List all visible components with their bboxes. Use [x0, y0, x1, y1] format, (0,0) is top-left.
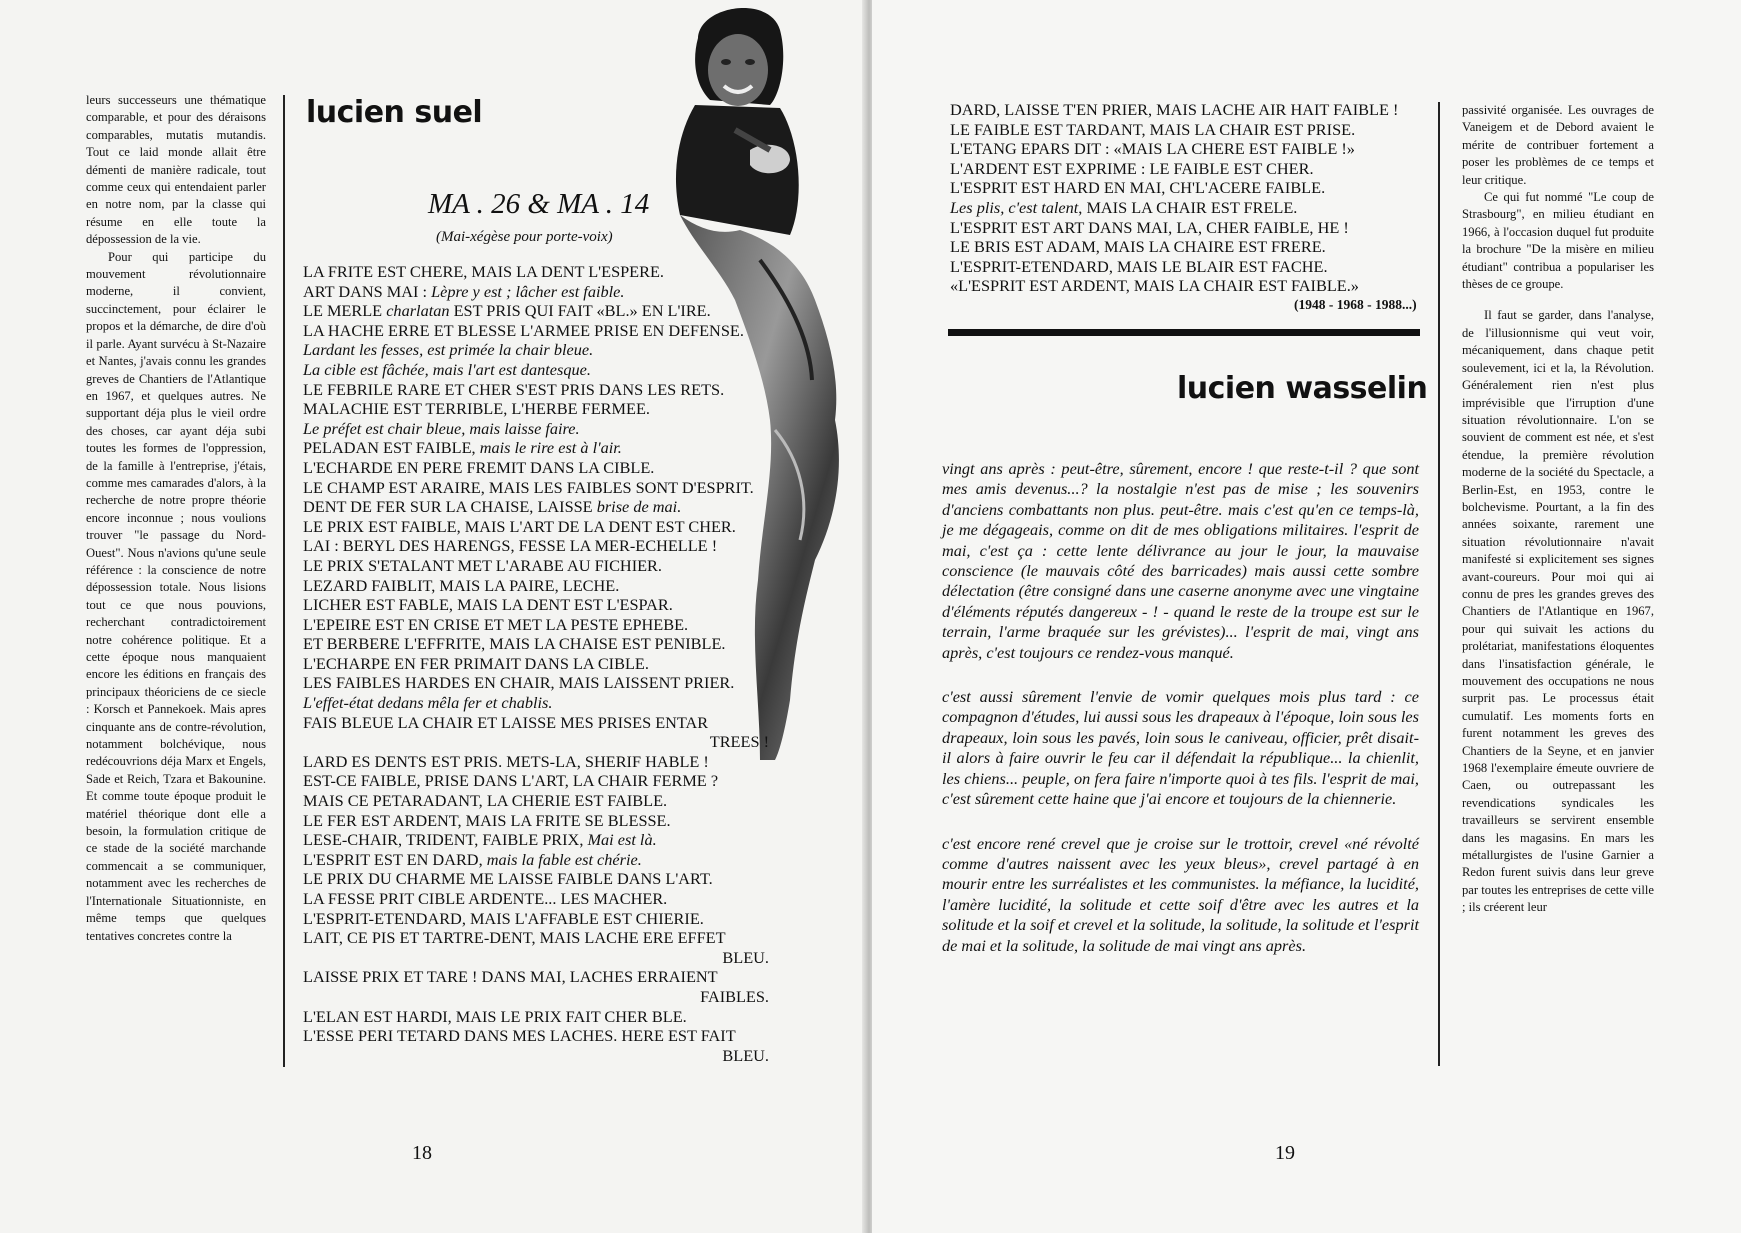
left-column-paragraph: Pour qui participe du mouvement révolutionnaire moderne, il convient, succinctement, pour éclairer le propos et la démarche, de dire d'où il parle. Ayant survécu à St-Nazaire et Nantes, j'avais connu les grandes greves de Chantiers de l'Atlantique en 1967, et quelques autres. Ne supportant déja plus le vieil ordre des choses, car ayant déja subi toutes les formes de l'oppression, de la famille à l'entreprise, j'étais, comme mes camarades d'alors, à la recherche de notre propre théorie encore inconnue ; nous voulions trouver "le passage du Nord-Ouest". Nous n'avions qu'une seule référence : la conscience de notre dépossession totale. Nous lisions tout ce que nous pouvions, recherchant contradictoirement notre cohérence politique. Et a cette époque nous manquaient encore les éditions en français des principaux théoriciens de ce siecle : Korsch et Pannekoek. Mais apres cinquante ans de contre-révolution, notamment bolchévique, nous redécouvrions déja Marx et Engels, Sade et Reich, Tzara et Bakounine. Et comme toute époque produit le matériel théorique dont elle a besoin, la formulation critique de ce stade de la société marchande commencait a se communiquer, notamment avec les recherches de l'Internationale Situationniste, en même temps que quelques tentatives concretes contre la: [86, 249, 266, 943]
author-name: lucien suel: [306, 95, 483, 130]
poem-line: DARD, LAISSE T'EN PRIER, MAIS LACHE AIR HAIT FAIBLE !: [950, 100, 1399, 119]
poem-line: L'ECHARDE EN PERE FREMIT DANS LA CIBLE.: [303, 457, 655, 477]
poem-line: L'ARDENT EST EXPRIME : LE FAIBLE EST CHER.: [950, 158, 1314, 178]
poem-line: ET BERBERE L'EFFRITE, MAIS LA CHAISE EST PENIBLE.: [303, 634, 726, 654]
poem-line: LE FER EST ARDENT, MAIS LA FRITE SE BLESSE.: [303, 810, 671, 830]
column-divider: [1438, 102, 1440, 1066]
poem-line: LAIT, CE PIS ET TARTRE-DENT, MAIS LACHE ERE EFFET: [303, 928, 726, 948]
poem-line: L'effet-état dedans mêla fer et chablis.: [303, 693, 553, 713]
prose-text: [942, 459, 1419, 980]
poem-line: L'ECHARPE EN FER PRIMAIT DANS LA CIBLE.: [303, 653, 649, 673]
poem-line: LE FEBRILE RARE ET CHER S'EST PRIS DANS LES RETS.: [303, 379, 725, 399]
poem-line: LE PRIX S'ETALANT MET L'ARABE AU FICHIER.: [303, 555, 662, 575]
section-divider-bar: [948, 329, 1420, 336]
prose-paragraph: c'est aussi sûrement l'envie de vomir quelques mois plus tard : ce compagnon d'études, lui aussi sous les drapeaux à l'époque, loin sous les drapeaux, loin sous les pavés, loin sous le caniveau, officier, prêt disait-il alors à faire ouvrir le feu car il défendait la république... la chienlit, les chiens... peuple, on fera faire n'importe quoi à tes fils. l'esprit de mai, c'est sûrement cette haine que j'ai encore et toujours de la chiennerie.: [942, 687, 1419, 809]
poem-closing: (1948 - 1968 - 1988...): [1294, 297, 1417, 312]
right-column-paragraph: Ce qui fut nommé "Le coup de Strasbourg", en milieu étudiant en 1966, à l'occasion duquel fut produite la brochure "De la misère en milieu étudiant" contribua a populariser les thèses de ce groupe.: [1462, 190, 1654, 292]
poem-line: BLEU.: [722, 947, 769, 967]
poem-line: LAISSE PRIX ET TARE ! DANS MAI, LACHES ERRAIENT: [303, 967, 718, 987]
poem-line: La cible est fâchée, mais l'art est dantesque.: [303, 359, 591, 379]
poem-line: L'ETANG EPARS DIT : «MAIS LA CHERE EST FAIBLE !»: [950, 139, 1355, 159]
poem-line: LE CHAMP EST ARAIRE, MAIS LES FAIBLES SONT D'ESPRIT.: [303, 477, 754, 497]
poem-line: LE FAIBLE EST TARDANT, MAIS LA CHAIR EST PRISE.: [950, 119, 1356, 139]
poem-line: LE PRIX EST FAIBLE, MAIS L'ART DE LA DENT EST CHER.: [303, 516, 736, 536]
poem-line: LICHER EST FABLE, MAIS LA DENT EST L'ESPAR.: [303, 595, 673, 615]
poem-line: LESE-CHAIR, TRIDENT, FAIBLE PRIX, Mai est là.: [303, 830, 657, 850]
poem-line: LARD ES DENTS EST PRIS. METS-LA, SHERIF HABLE !: [303, 751, 709, 771]
poem-line: EST-CE FAIBLE, PRISE DANS L'ART, LA CHAIR FERME ?: [303, 771, 719, 791]
poem-line: Le préfet est chair bleue, mais laisse faire.: [303, 418, 580, 438]
page-number: 19: [1275, 1142, 1295, 1164]
poem-line: L'ESPRIT-ETENDARD, MAIS L'AFFABLE EST CHIERIE.: [303, 908, 704, 928]
poem-line: FAIBLES.: [700, 986, 769, 1006]
poem-line: L'ESSE PERI TETARD DANS MES LACHES. HERE EST FAIT: [303, 1026, 736, 1046]
poem-subtitle: (Mai-xégèse pour porte-voix): [436, 229, 613, 245]
right-column-paragraph: passivité organisée. Les ouvrages de Vaneigem et de Debord avaient le mérite de contribuer fortement a poser les problèmes de ce temps et leur critique.: [1462, 103, 1654, 187]
poem-line: LA FESSE PRIT CIBLE ARDENTE... LES MACHER.: [303, 889, 668, 908]
left-column-text: [86, 92, 266, 945]
poem-line: Les plis, c'est talent, MAIS LA CHAIR EST FRELE.: [950, 197, 1298, 217]
poem-line: LE BRIS EST ADAM, MAIS LA CHAIRE EST FRERE.: [950, 237, 1326, 257]
prose-paragraph: vingt ans après : peut-être, sûrement, encore ! que reste-t-il ? que sont mes amis devenus...? la nostalgie n'est pas de mise ; les souvenirs d'anciens combattants non plus. peut-être. mais c'est qu'en ce temps-là, je me dégageais, comme on dit de mes obligations militaires. l'esprit de mai, c'est ça : cette lente délivrance au jour le jour, la mauvaise conscience (le mauvais côté des barricades) mais aussi cette sombre délectation (être consigné dans une caserne anonyme avec une vingtaine d'éléments réputés dangereux - ! - quand le reste de la troupe est sur le terrain, l'arme braquée sur les grévistes)... l'esprit de mai, vingt ans après, c'est toujours ce rendez-vous manqué.: [942, 459, 1419, 662]
poem-line: BLEU.: [722, 1045, 769, 1065]
poem-line: LAI : BERYL DES HARENGS, FESSE LA MER-ECHELLE !: [303, 536, 718, 556]
poem-line: LES FAIBLES HARDES EN CHAIR, MAIS LAISSENT PRIER.: [303, 673, 735, 693]
poem-line: LE MERLE charlatan EST PRIS QUI FAIT «BL.» EN L'IRE.: [303, 301, 711, 321]
poem-line: DENT DE FER SUR LA CHAISE, LAISSE brise de mai.: [303, 497, 682, 517]
poem-line: LEZARD FAIBLIT, MAIS LA PAIRE, LECHE.: [303, 575, 620, 595]
left-column-paragraph: leurs successeurs une thématique comparable, et pour des déraisons comparables, mutatis mutandis. Tout ce laid monde allait être démenti de manière radicale, tout comme ceux qui entendaient parler en notre nom, par la classe qui résume en elle toute la dépossession de la vie.: [86, 93, 266, 247]
poem-line: L'ESPRIT EST ART DANS MAI, LA, CHER FAIBLE, HE !: [950, 217, 1349, 237]
poem-line: TREES !: [709, 732, 769, 752]
poem-line: MAIS CE PETARADANT, LA CHERIE EST FAIBLE.: [303, 791, 668, 811]
poem-line: L'ELAN EST HARDI, MAIS LE PRIX FAIT CHER BLE.: [303, 1006, 687, 1026]
poem-line: MALACHIE EST TERRIBLE, L'HERBE FERMEE.: [303, 399, 650, 419]
poem-continuation: [950, 100, 1420, 296]
poem-line: LE PRIX DU CHARME ME LAISSE FAIBLE DANS L'ART.: [303, 869, 713, 889]
poem-line: FAIS BLEUE LA CHAIR ET LAISSE MES PRISES ENTAR: [303, 712, 709, 732]
poem-line: LA FRITE EST CHERE, MAIS LA DENT L'ESPERE.: [303, 262, 664, 281]
poem-line: «L'ESPRIT EST ARDENT, MAIS LA CHAIR EST FAIBLE.»: [950, 276, 1359, 296]
author-name: lucien wasselin: [1177, 371, 1428, 406]
poem-line: LA HACHE ERRE ET BLESSE L'ARMEE PRISE EN DEFENSE.: [303, 320, 744, 340]
page-number: 18: [412, 1142, 432, 1164]
poem-line: L'ESPRIT EST EN DARD, mais la fable est chérie.: [303, 849, 642, 869]
poem-line: L'ESPRIT EST HARD EN MAI, CH'L'ACERE FAIBLE.: [950, 178, 1326, 198]
poem-title: MA . 26 & MA . 14: [428, 188, 650, 220]
page-right: [872, 0, 1741, 1233]
poem-line: Lardant les fesses, est primée la chair bleue.: [303, 340, 594, 360]
poem-line: L'EPEIRE EST EN CRISE ET MET LA PESTE EPHEBE.: [303, 614, 689, 634]
page-left: [0, 0, 868, 1233]
poem-line: ART DANS MAI : Lèpre y est ; lâcher est faible.: [303, 281, 625, 301]
poem-text: [303, 262, 773, 1065]
poem-line: PELADAN EST FAIBLE, mais le rire est à l'air.: [303, 438, 622, 458]
poem-line: L'ESPRIT-ETENDARD, MAIS LE BLAIR EST FACHE.: [950, 256, 1328, 276]
right-column-text: [1462, 102, 1654, 917]
right-column-paragraph: Il faut se garder, dans l'analyse, de l'illusionnisme qui veut voir, mécaniquement, dans chaque petit soulevement, ici et la, la Révolution. Généralement rien n'est plus imprévisible que l'irruption d'une situation révolutionnaire. L'on se souvient de comment est née, et s'est étendue, la première révolution moderne de la société du Spectacle, a Berlin-Est, en 1953, contre le bolchevisme. Pourtant, a la fin des années soixante, rarement une situation révolutionnaire n'avait manifesté si explicitement ses signes avant-coureurs. Pour moi qui ai connu de pres les grandes greves des Chantiers de l'Atlantique en 1967, pour qui suivait les actions du prolétariat, manifestations éloquentes dans l'insatisfaction générale, le mouvement des occupations ne nous surprit pas. Le processus était cumulatif. Les moments forts en furent notamment les greves des Chantiers de la Seyne, et en janvier 1968 l'exemplaire émeute ouvriere de Caen, ou outrepassant les revendications syndicales les travailleurs se servirent ensemble dans les magasins. En mars les métallurgistes de l'usine Garnier a Redon furent suivis dans leur greve par toutes les entreprises de cette ville ; ils créerent leur: [1462, 308, 1654, 915]
prose-paragraph: c'est encore rené crevel que je croise sur le trottoir, crevel «né révolté comme d'autres naissent avec les yeux bleus», crevel partagé à en mourir entre les surréalistes et les communistes. la méfiance, la lucidité, l'amère lucidité, la solitude et cette soif d'être avec les autres et la solitude et la soif et crevel et la solitude, la solitude, la solitude et l'esprit de mai et la solitude, la solitude de mai vingt ans après.: [942, 833, 1419, 955]
column-divider: [283, 95, 285, 1067]
